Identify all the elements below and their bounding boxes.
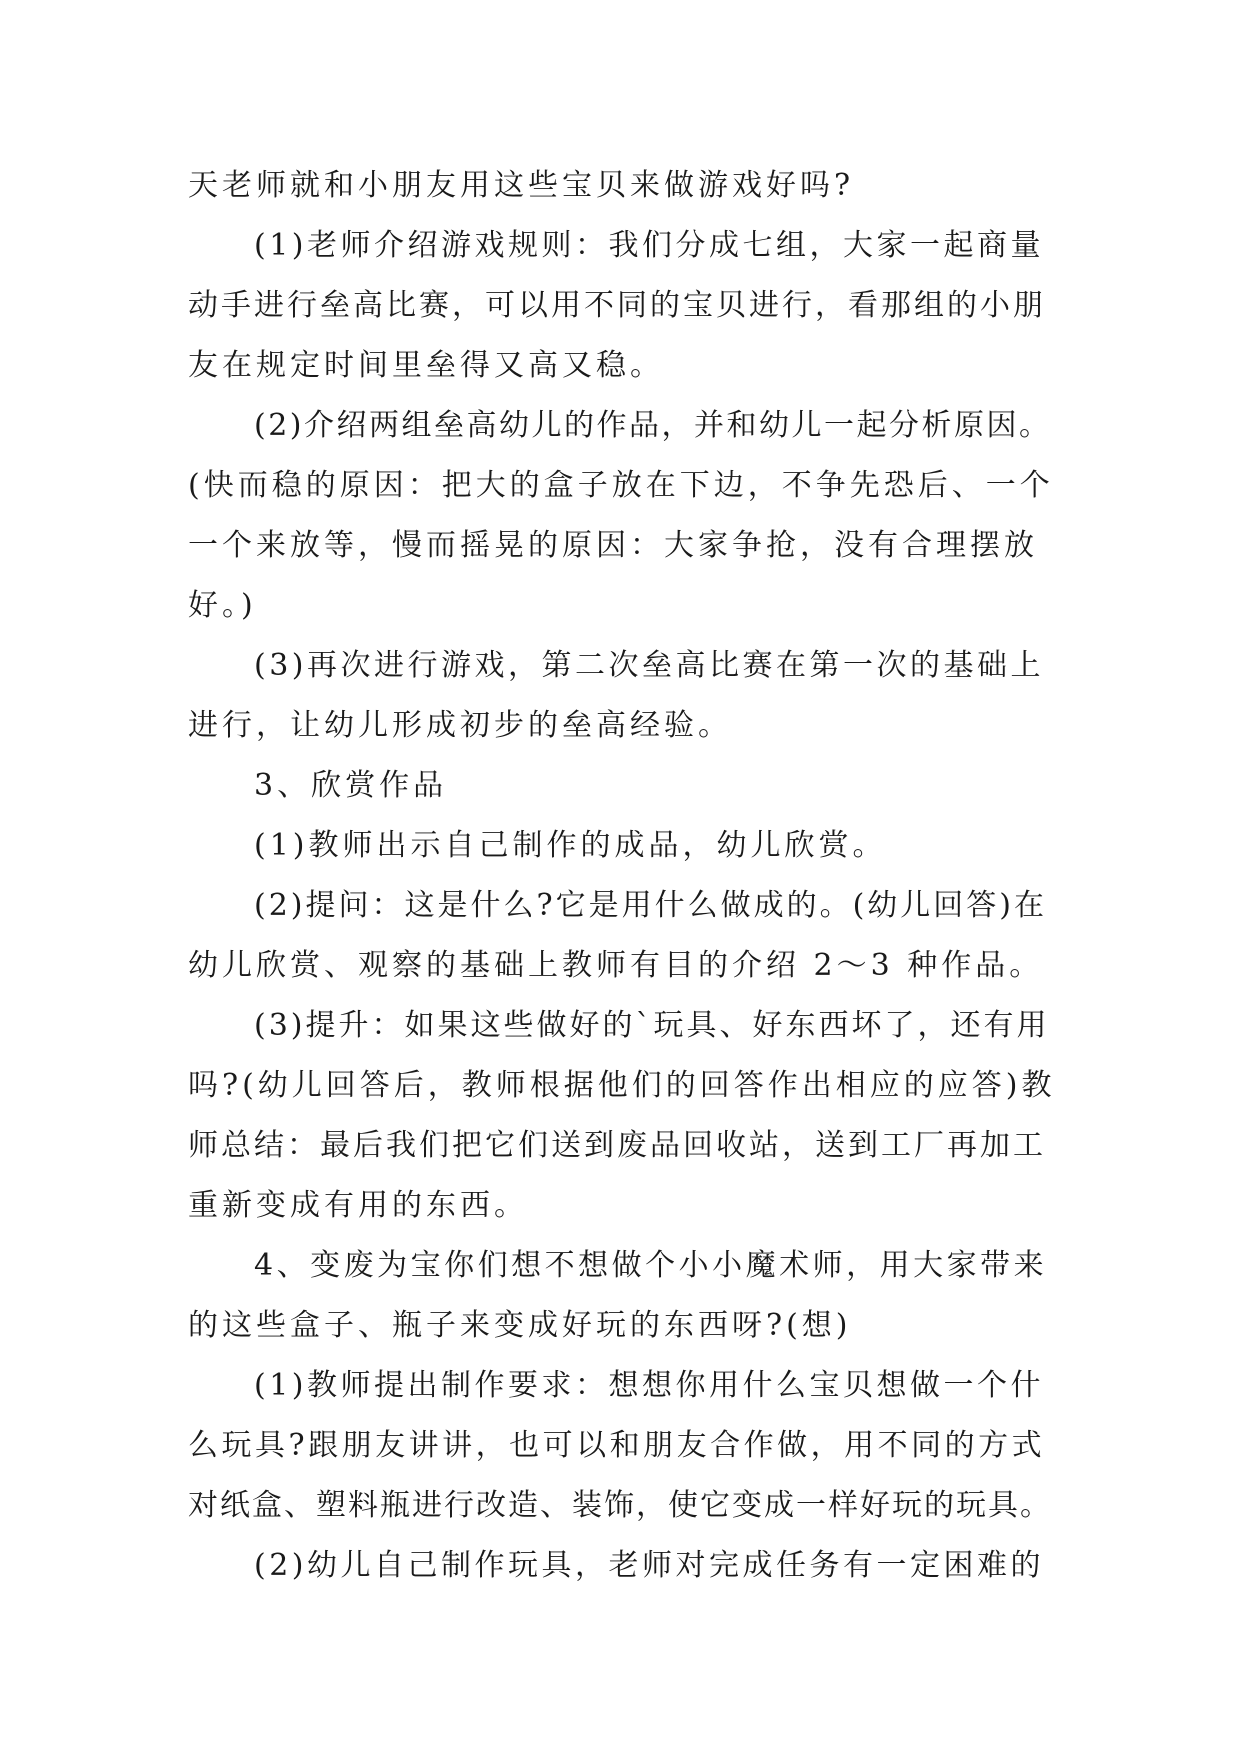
text-line: 幼儿欣赏、观察的基础上教师有目的介绍 2～3 种作品。 — [188, 948, 1044, 983]
text-line: (3)再次进行游戏，第二次垒高比赛在第一次的基础上 — [254, 648, 1044, 683]
text-line: 友在规定时间里垒得又高又稳。 — [188, 348, 664, 383]
text-line: 师总结：最后我们把它们送到废品回收站，送到工厂再加工 — [188, 1128, 1046, 1163]
text-line: (1)教师提出制作要求：想想你用什么宝贝想做一个什 — [254, 1368, 1044, 1403]
text-line: 的这些盒子、瓶子来变成好玩的东西呀?(想) — [188, 1308, 852, 1343]
text-line: 动手进行垒高比赛，可以用不同的宝贝进行，看那组的小朋 — [188, 288, 1046, 323]
text-line: (快而稳的原因：把大的盒子放在下边，不争先恐后、一个 — [188, 468, 1054, 503]
text-line: (1)老师介绍游戏规则：我们分成七组，大家一起商量 — [254, 228, 1044, 263]
text-line: 吗?(幼儿回答后，教师根据他们的回答作出相应的应答)教 — [188, 1068, 1056, 1103]
text-line: 天老师就和小朋友用这些宝贝来做游戏好吗? — [188, 168, 855, 203]
text-line: (2)提问：这是什么?它是用什么做成的。(幼儿回答)在 — [254, 888, 1047, 923]
document-body — [188, 156, 1056, 1596]
text-line: 一个来放等，慢而摇晃的原因：大家争抢，没有合理摆放 — [188, 528, 1038, 563]
text-line: (1)教师出示自己制作的成品，幼儿欣赏。 — [254, 828, 887, 863]
text-line: 对纸盒、塑料瓶进行改造、装饰，使它变成一样好玩的玩具。 — [188, 1488, 1052, 1523]
text-line: 重新变成有用的东西。 — [188, 1188, 528, 1223]
text-line: (3)提升：如果这些做好的`玩具、好东西坏了，还有用 — [254, 1008, 1050, 1043]
text-line: 么玩具?跟朋友讲讲，也可以和朋友合作做，用不同的方式 — [188, 1428, 1046, 1463]
text-line: (2)幼儿自己制作玩具，老师对完成任务有一定困难的 — [254, 1548, 1044, 1583]
text-line: (2)介绍两组垒高幼儿的作品，并和幼儿一起分析原因。 — [254, 408, 1052, 443]
text-line: 好。) — [188, 588, 257, 623]
text-line: 4、变废为宝你们想不想做个小小魔术师，用大家带来 — [254, 1248, 1048, 1283]
text-line: 进行，让幼儿形成初步的垒高经验。 — [188, 708, 732, 743]
text-line: 3、欣赏作品 — [254, 768, 448, 803]
